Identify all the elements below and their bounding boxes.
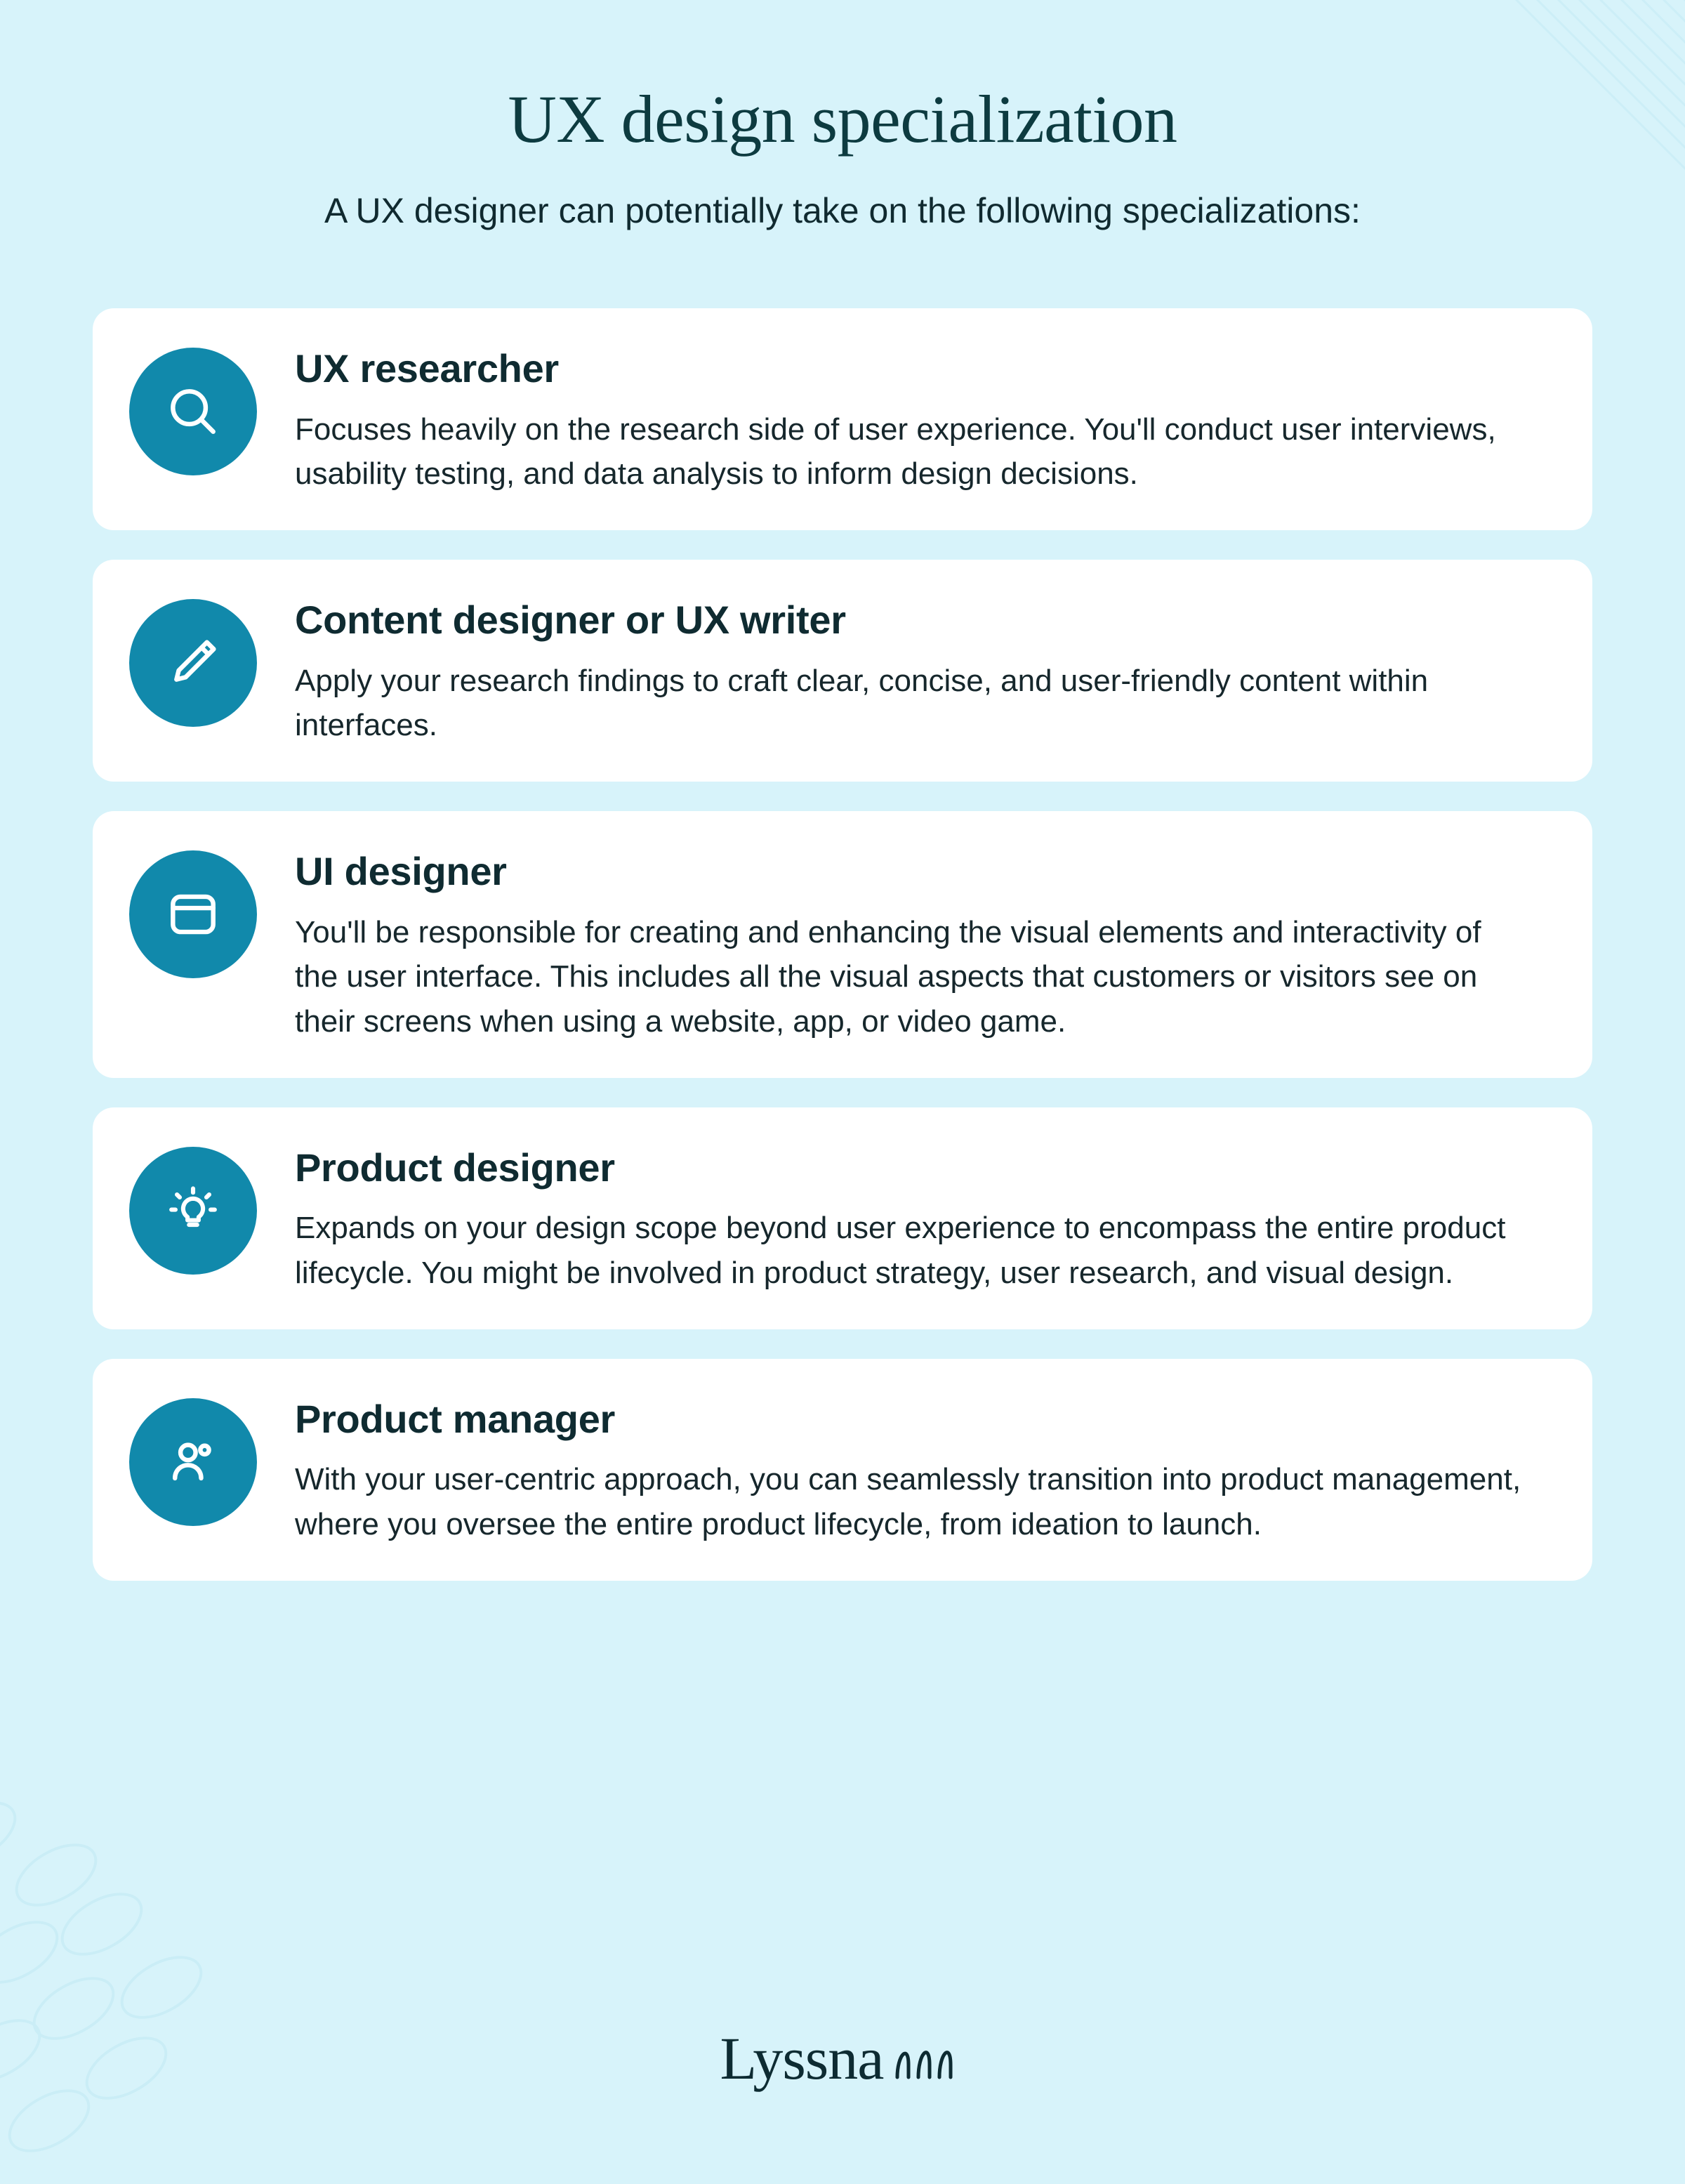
window-layout-icon: [129, 850, 257, 978]
page-title: UX design specialization: [508, 81, 1177, 157]
card-body: [295, 591, 1536, 748]
card-description: You'll be responsible for creating and enhancing the visual elements and interactivity of the user interface. This includes all the visual aspects that customers or visitors see on their screens when using a website, app, or video game.: [295, 914, 1481, 1039]
magnifier-icon: [129, 348, 257, 475]
card-body: [295, 1138, 1536, 1296]
brand-logo-text: Lyssna: [720, 2025, 884, 2092]
card-title: UX researcher: [295, 346, 559, 391]
specialization-card-list: [93, 308, 1592, 1581]
footer: [0, 2025, 1685, 2092]
list-item: [93, 811, 1592, 1078]
card-description: With your user-centric approach, you can seamlessly transition into product management, where you oversee the entire product lifecycle, from ideation to launch.: [295, 1462, 1521, 1542]
card-description: Apply your research findings to craft clear, concise, and user-friendly content within interfaces.: [295, 663, 1429, 743]
card-title: UI designer: [295, 849, 507, 894]
card-title: Content designer or UX writer: [295, 598, 846, 643]
card-title: Product designer: [295, 1145, 615, 1190]
list-item: [93, 308, 1592, 530]
lightbulb-icon: [129, 1147, 257, 1275]
card-body: [295, 1390, 1536, 1547]
card-body: [295, 339, 1536, 496]
card-description: Expands on your design scope beyond user experience to encompass the entire product lifecycle. You might be involved in product strategy, user research, and visual design.: [295, 1211, 1506, 1291]
card-title: Product manager: [295, 1397, 616, 1442]
list-item: [93, 1359, 1592, 1581]
people-icon: [129, 1398, 257, 1526]
pencil-icon: [129, 599, 257, 727]
card-description: Focuses heavily on the research side of user experience. You'll conduct user interviews, usability testing, and data analysis to inform design decisions.: [295, 412, 1496, 492]
card-body: [295, 842, 1536, 1044]
background-texture-bottom-left: [0, 1749, 386, 2184]
page-subtitle: A UX designer can potentially take on the following specializations:: [324, 190, 1361, 230]
list-item: [93, 560, 1592, 782]
list-item: [93, 1107, 1592, 1329]
header: [0, 0, 1685, 232]
lyssna-waves-icon: [887, 2034, 965, 2083]
